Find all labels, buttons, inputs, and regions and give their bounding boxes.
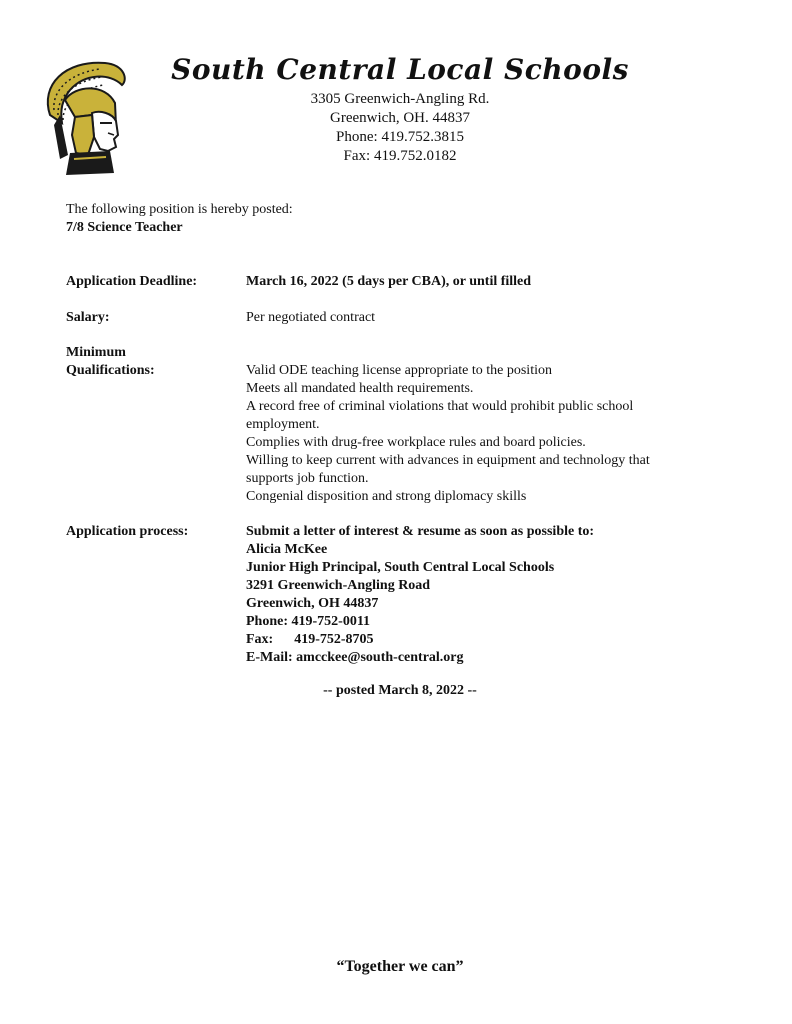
qualification-item: Congenial disposition and strong diplomacy skills xyxy=(246,489,527,504)
contact-fax: Fax: 419-752-8705 xyxy=(246,632,374,647)
qualification-item: supports job function. xyxy=(246,471,369,486)
phone-line: Phone: 419.752.3815 xyxy=(336,129,464,145)
qualifications-label-line2: Qualifications: xyxy=(66,363,155,378)
letterhead xyxy=(130,50,670,166)
qualification-item: employment. xyxy=(246,417,320,432)
posted-date: -- posted March 8, 2022 -- xyxy=(323,683,477,698)
qualifications-label-line1: Minimum xyxy=(66,345,126,360)
school-motto: “Together we can” xyxy=(336,958,464,975)
contact-name: Alicia McKee xyxy=(246,542,328,557)
contact-email: E-Mail: amcckee@south-central.org xyxy=(246,650,464,665)
qualification-item: A record free of criminal violations that would prohibit public school xyxy=(246,399,634,414)
position-title: 7/8 Science Teacher xyxy=(66,220,183,235)
school-logo-trojan-icon xyxy=(30,55,130,180)
qualifications-label xyxy=(66,344,155,380)
qualification-item: Valid ODE teaching license appropriate to the position xyxy=(246,363,552,378)
deadline-value: March 16, 2022 (5 days per CBA), or until filled xyxy=(246,274,532,289)
process-line: Submit a letter of interest & resume as soon as possible to: xyxy=(246,524,595,539)
posting-intro xyxy=(66,201,293,237)
qualification-item: Meets all mandated health requirements. xyxy=(246,381,474,396)
deadline-label: Application Deadline: xyxy=(66,274,198,289)
process-details xyxy=(246,523,726,667)
qualification-item: Willing to keep current with advances in equipment and technology that xyxy=(246,453,650,468)
posting-intro-text: The following position is hereby posted: xyxy=(66,202,293,217)
salary-value: Per negotiated contract xyxy=(246,310,376,325)
fax-line: Fax: 419.752.0182 xyxy=(343,148,457,164)
school-name: South Central Local Schools xyxy=(171,53,629,86)
address-line-2: Greenwich, OH. 44837 xyxy=(330,110,470,126)
process-label: Application process: xyxy=(66,524,189,539)
contact-title: Junior High Principal, South Central Local Schools xyxy=(246,560,555,575)
contact-city: Greenwich, OH 44837 xyxy=(246,596,379,611)
address-line-1: 3305 Greenwich-Angling Rd. xyxy=(310,91,490,107)
salary-label: Salary: xyxy=(66,310,110,325)
contact-street: 3291 Greenwich-Angling Road xyxy=(246,578,431,593)
qualification-item: Complies with drug-free workplace rules and board policies. xyxy=(246,435,586,450)
contact-phone: Phone: 419-752-0011 xyxy=(246,614,371,629)
qualifications-list xyxy=(246,362,726,506)
